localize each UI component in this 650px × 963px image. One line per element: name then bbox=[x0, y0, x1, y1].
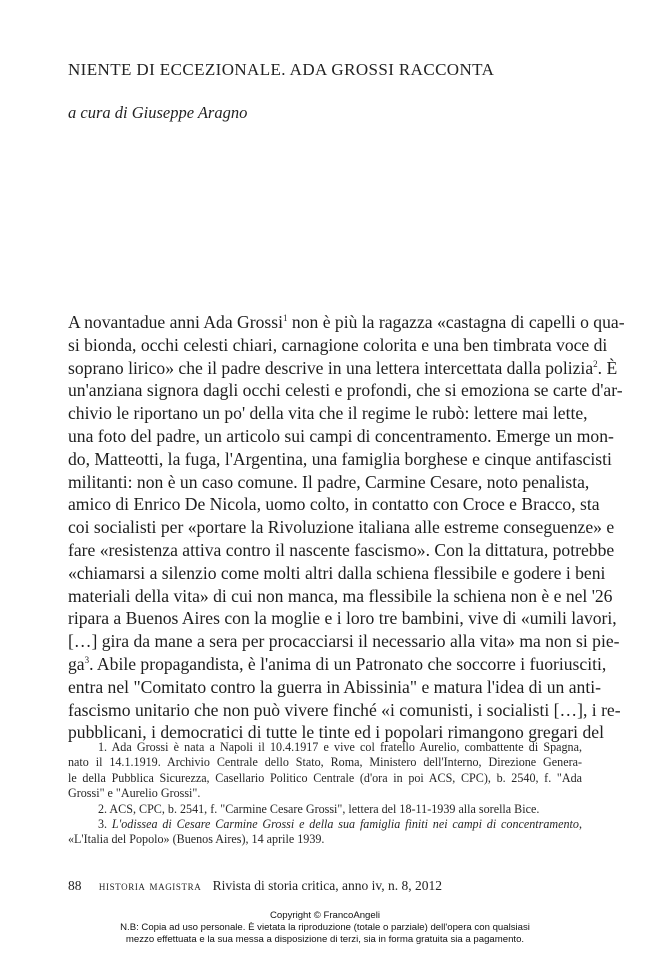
body-text-run: A novantadue anni Ada Grossi bbox=[68, 312, 283, 332]
body-text-run: pubblicani, i democratici di tutte le tinte ed i popolari rimangono gregari del bbox=[68, 722, 604, 743]
footnote-marker[interactable]: 1 bbox=[283, 313, 288, 324]
article-editor: a cura di Giuseppe Aragno bbox=[68, 103, 248, 122]
footnote-1 bbox=[68, 740, 582, 802]
body-line bbox=[68, 630, 620, 653]
body-text-run: […] gira da mane a sera per procacciarsi il necessario alla vita» ma non si pie- bbox=[68, 631, 620, 652]
body-text-run: «chiamarsi a silenzio come molti altri dalla schiena flessibile e godere i beni bbox=[68, 562, 606, 583]
body-line bbox=[68, 357, 618, 380]
footnote-3 bbox=[68, 817, 582, 848]
footnote-line: 1. Ada Grossi è nata a Napoli il 10.4.1917 e vive col fratello Aurelio, combattente di Spagna, bbox=[98, 740, 582, 754]
article-title: NIENTE DI ECCEZIONALE. ADA GROSSI RACCONTA bbox=[68, 60, 495, 79]
footnote-2 bbox=[68, 802, 582, 817]
body-text-run: ga bbox=[68, 653, 85, 674]
body-line bbox=[68, 539, 615, 562]
body-text-run: . È bbox=[597, 357, 618, 378]
body-text-run: materiali della vita» di cui non manca, ma flessibile la schiena non è e nel '26 bbox=[68, 585, 613, 606]
body-text-run: amico di Enrico De Nicola, uomo colto, in contatto con Croce e Bracco, sta bbox=[68, 494, 600, 515]
footnote-italic-title: L'odissea di Cesare Carmine Grossi e della sua famiglia finiti nei campi di concentramento bbox=[111, 817, 579, 832]
footnotes bbox=[68, 740, 582, 848]
footnote-line: nato il 14.1.1919. Archivio Centrale dello Stato, Roma, Ministero dell'Interno, Direzione Genera- bbox=[68, 755, 582, 770]
body-text-run: chivio le riportano un po' della vita che il regime le rubò: lettere mai lette, bbox=[68, 403, 588, 424]
footnote-line: le della Pubblica Sicurezza, Casellario Politico Centrale (d'ora in poi ACS, CPC), b. 2540, f. "Ada bbox=[68, 770, 582, 785]
body-line bbox=[68, 585, 613, 608]
body-line bbox=[68, 425, 614, 448]
copyright-line: N.B: Copia ad uso personale. È vietata la riproduzione (totale o parziale) dell'opera con qualsiasi bbox=[120, 922, 530, 933]
copyright-notice bbox=[0, 910, 650, 946]
footnote-line: 3. L'odissea di Cesare Carmine Grossi e della sua famiglia finiti nei campi di concentramento, bbox=[98, 817, 582, 832]
body-line bbox=[68, 493, 600, 516]
body-text-run: fascismo unitario che non può vivere finché «i comunisti, i socialisti […], i re- bbox=[68, 699, 621, 720]
body-line bbox=[68, 448, 612, 471]
body-line bbox=[68, 311, 625, 334]
body-text-run: coi socialisti per «portare la Rivoluzione italiana alle estreme conseguenze» e bbox=[68, 517, 615, 538]
footnote-marker[interactable]: 2 bbox=[593, 358, 598, 369]
footnote-number: 3. bbox=[98, 817, 108, 832]
body-text-run: militanti: non è un caso comune. Il padre, Carmine Cesare, noto penalista, bbox=[68, 471, 590, 492]
copyright-line: mezzo effettuata e la sua messa a disposizione di terzi, sia in forma gratuita sia a pagamento. bbox=[125, 934, 525, 945]
body-text-run: si bionda, occhi celesti chiari, carnagione colorita e una ben timbrata voce di bbox=[68, 334, 608, 355]
body-text-run: ripara a Buenos Aires con la moglie e i loro tre bambini, vive di «umili lavori, bbox=[68, 608, 617, 629]
body-line bbox=[68, 699, 621, 722]
body-text-run: . Abile propagandista, è l'anima di un Patronato che soccorre i fuoriusciti, bbox=[89, 653, 607, 674]
body-text-run: fare «resistenza attiva contro il nascente fascismo». Con la dittatura, potrebbe bbox=[68, 539, 615, 560]
body-line bbox=[68, 334, 608, 357]
body-line bbox=[68, 471, 590, 494]
body-line bbox=[68, 653, 607, 676]
body-text-run: un'anziana signora dagli occhi celesti e profondi, che si emoziona se carte d'ar- bbox=[68, 380, 623, 401]
copyright-line: Copyright © FrancoAngeli bbox=[270, 910, 380, 921]
page-number: 88 bbox=[68, 878, 82, 893]
body-text-run: una foto del padre, un articolo sui campi di concentramento. Emerge un mon- bbox=[68, 425, 614, 446]
body-line bbox=[68, 676, 601, 699]
body-text-run: entra nel "Comitato contro la guerra in Abissinia" e matura l'idea di un anti- bbox=[68, 676, 601, 697]
footnote-line: 2. ACS, CPC, b. 2541, f. "Carmine Cesare Grossi", lettera del 18-11-1939 alla sorella Bice. bbox=[98, 801, 540, 816]
footnote-line: «L'Italia del Popolo» (Buenos Aires), 14 aprile 1939. bbox=[68, 832, 325, 847]
article-body bbox=[68, 311, 625, 744]
journal-name: historia magistra bbox=[98, 878, 202, 893]
body-line bbox=[68, 516, 615, 539]
body-line bbox=[68, 562, 606, 585]
running-footer bbox=[68, 878, 588, 894]
body-line bbox=[68, 379, 623, 402]
body-line bbox=[68, 402, 588, 425]
footnote-marker[interactable]: 3 bbox=[84, 655, 90, 666]
journal-citation: Rivista di storia critica, anno iv, n. 8, 2012 bbox=[212, 878, 443, 893]
body-text-run: non è più la ragazza «castagna di capelli o qua- bbox=[287, 312, 625, 332]
body-text-run: soprano lirico» che il padre descrive in una lettera intercettata dalla polizia bbox=[68, 357, 594, 378]
footnote-line: Grossi" e "Aurelio Grossi". bbox=[68, 786, 201, 801]
body-text-run: do, Matteotti, la fuga, l'Argentina, una famiglia borghese e cinque antifascisti bbox=[68, 448, 612, 469]
body-line bbox=[68, 607, 617, 630]
